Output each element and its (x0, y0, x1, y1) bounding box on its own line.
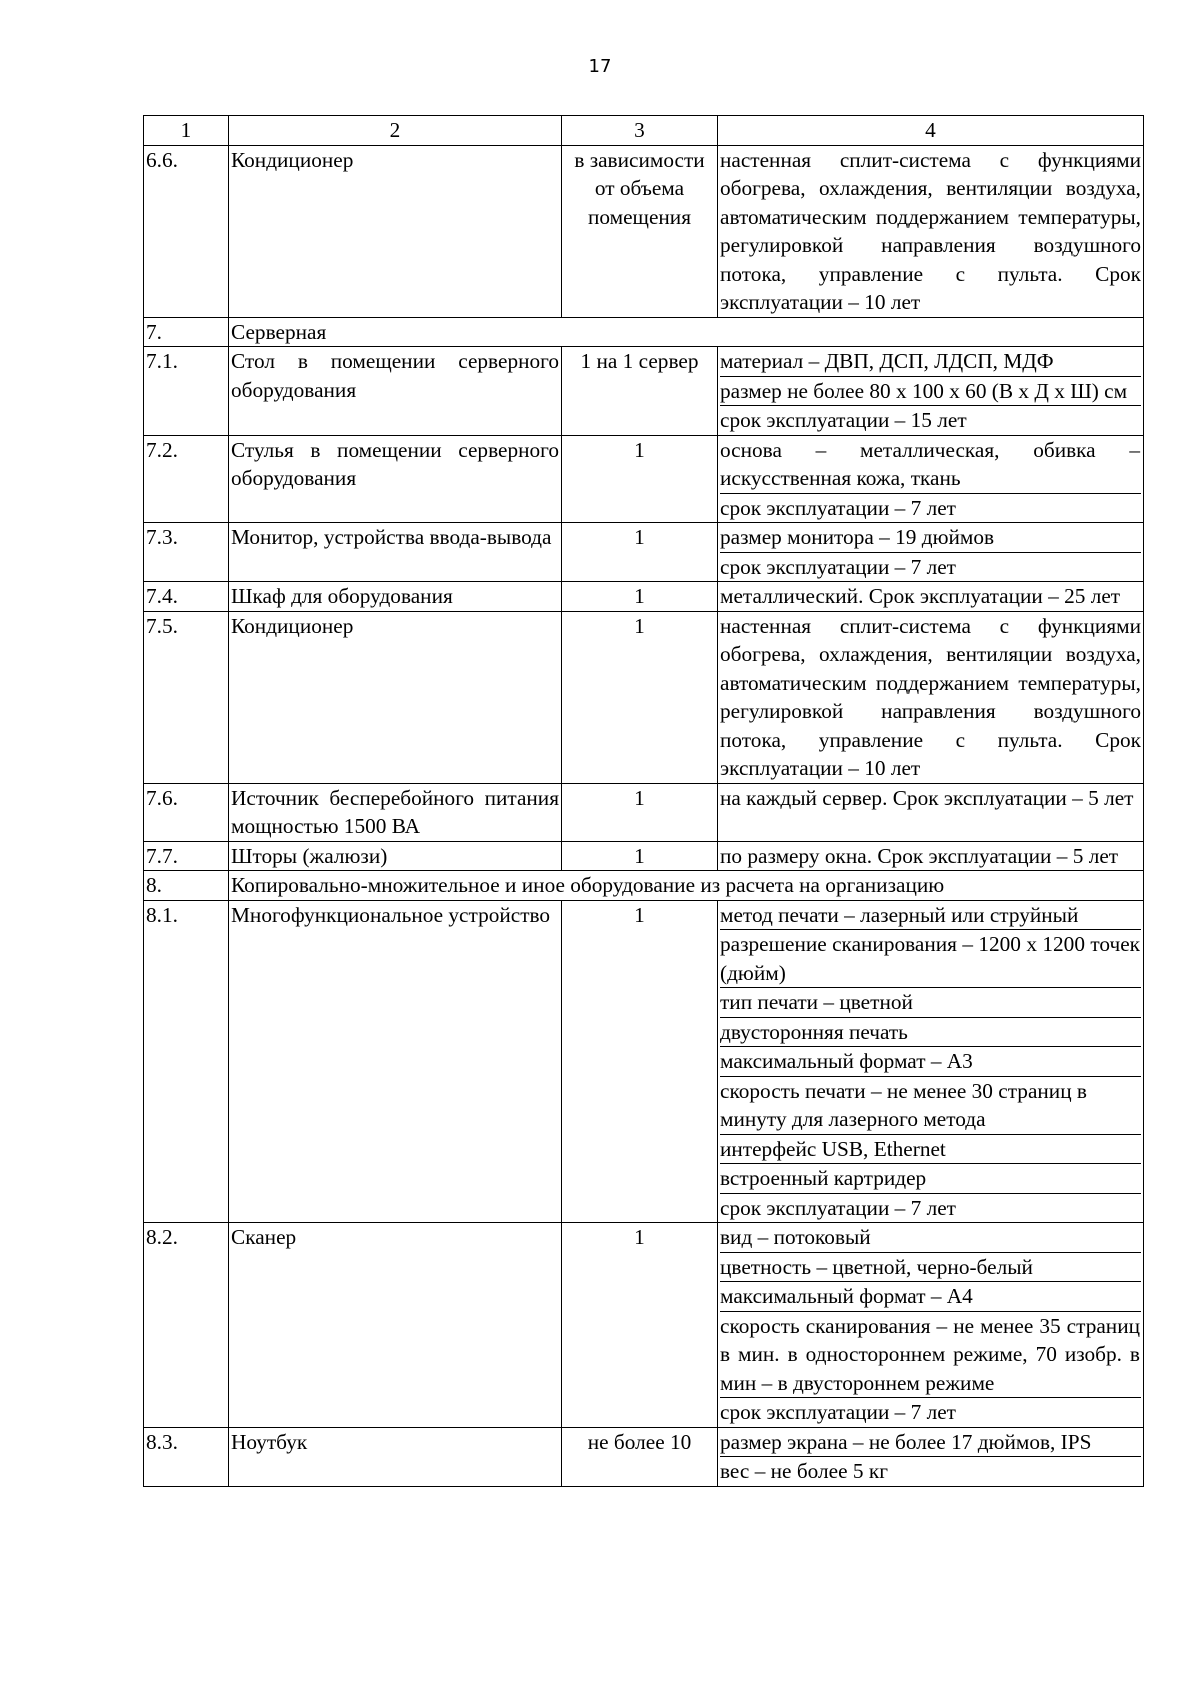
item-name: Многофункциональное устройство (229, 900, 562, 1223)
table-row (144, 435, 1144, 523)
item-quantity: 1 (562, 841, 718, 871)
item-spec: металлический. Срок эксплуатации – 25 лет (718, 582, 1144, 612)
item-name: Шкаф для оборудования (229, 582, 562, 612)
item-number: 8.2. (144, 1223, 229, 1428)
item-name: Монитор, устройства ввода-вывода (229, 523, 562, 582)
section-number: 8. (144, 871, 229, 901)
item-number: 7.6. (144, 783, 229, 841)
item-quantity: 1 (562, 523, 718, 582)
item-number: 8.3. (144, 1427, 229, 1486)
item-number: 7.7. (144, 841, 229, 871)
section-title: Серверная (229, 317, 1144, 347)
section-number: 7. (144, 317, 229, 347)
section-title: Копировально-множительное и иное оборудование из расчета на организацию (229, 871, 1144, 901)
item-name: Источник бесперебойного питания мощностью 1500 ВА (229, 783, 562, 841)
item-quantity: не более 10 (562, 1427, 718, 1486)
item-spec: по размеру окна. Срок эксплуатации – 5 лет (718, 841, 1144, 871)
spec-line: цветность – цветной, черно-белый (720, 1252, 1141, 1282)
table-row (144, 783, 1144, 841)
spec-line: срок эксплуатации – 15 лет (720, 405, 1141, 435)
item-quantity: 1 (562, 900, 718, 1223)
item-name: Стулья в помещении серверного оборудования (229, 435, 562, 523)
table-row (144, 582, 1144, 612)
item-spec-list (718, 435, 1144, 523)
spec-line: скорость сканирования – не менее 35 страниц в мин. в одностороннем режиме, 70 изобр. в мин – в двустороннем режиме (720, 1311, 1141, 1398)
spec-line: скорость печати – не менее 30 страниц в минуту для лазерного метода (720, 1076, 1141, 1134)
spec-line: максимальный формат – А3 (720, 1046, 1141, 1076)
equipment-table (143, 115, 1144, 1487)
page-number: 17 (588, 56, 612, 77)
section-row (144, 871, 1144, 901)
item-spec-list (718, 347, 1144, 436)
spec-line: срок эксплуатации – 7 лет (720, 493, 1141, 523)
item-name: Кондиционер (229, 611, 562, 783)
spec-line: максимальный формат – А4 (720, 1281, 1141, 1311)
item-spec-list (718, 523, 1144, 582)
item-spec-list (718, 1223, 1144, 1428)
column-header: 1 (144, 116, 229, 146)
table-header-row (144, 116, 1144, 146)
item-quantity: 1 (562, 1223, 718, 1428)
spec-line: материал – ДВП, ДСП, ЛДСП, МДФ (720, 349, 1054, 373)
item-name: Кондиционер (229, 145, 562, 317)
spec-line: двусторонняя печать (720, 1017, 1141, 1047)
table-row (144, 841, 1144, 871)
item-number: 7.3. (144, 523, 229, 582)
spec-line: размер монитора – 19 дюймов (720, 525, 995, 549)
spec-line: срок эксплуатации – 7 лет (720, 1193, 1141, 1223)
item-spec: настенная сплит-система с функциями обогрева, охлаждения, вентиляции воздуха, автоматическим поддержанием температуры, регулировкой направления воздушного потока, управление с пульта. Срок эксплуатации – 10 лет (718, 145, 1144, 317)
item-spec: на каждый сервер. Срок эксплуатации – 5 лет (718, 783, 1144, 841)
table-row (144, 523, 1144, 582)
item-number: 7.4. (144, 582, 229, 612)
spec-line: разрешение сканирования – 1200 х 1200 точек (дюйм) (720, 929, 1141, 987)
spec-line: основа – металлическая, обивка – искусственная кожа, ткань (720, 437, 1140, 490)
item-quantity: 1 на 1 сервер (562, 347, 718, 436)
item-number: 7.5. (144, 611, 229, 783)
spec-line: встроенный картридер (720, 1163, 1141, 1193)
table-row (144, 1427, 1144, 1486)
column-header: 4 (718, 116, 1144, 146)
item-quantity: 1 (562, 435, 718, 523)
item-quantity: 1 (562, 582, 718, 612)
table-row (144, 1223, 1144, 1428)
item-quantity: в зависимости от объема помещения (562, 145, 718, 317)
column-header: 2 (229, 116, 562, 146)
item-spec-list (718, 1427, 1144, 1486)
spec-line: срок эксплуатации – 7 лет (720, 1397, 1141, 1427)
item-name: Сканер (229, 1223, 562, 1428)
table-row (144, 145, 1144, 317)
item-number: 7.1. (144, 347, 229, 436)
spec-line: метод печати – лазерный или струйный (720, 902, 1079, 927)
spec-line: интерфейс USB, Ethernet (720, 1134, 1141, 1164)
item-spec-list (718, 900, 1144, 1223)
item-quantity: 1 (562, 611, 718, 783)
item-name: Стол в помещении серверного оборудования (229, 347, 562, 436)
item-spec: настенная сплит-система с функциями обогрева, охлаждения, вентиляции воздуха, автоматическим поддержанием температуры, регулировкой направления воздушного потока, управление с пульта. Срок эксплуатации – 10 лет (718, 611, 1144, 783)
column-header: 3 (562, 116, 718, 146)
spec-line: срок эксплуатации – 7 лет (720, 552, 1141, 582)
item-number: 7.2. (144, 435, 229, 523)
table-row (144, 611, 1144, 783)
table-row (144, 347, 1144, 436)
spec-line: тип печати – цветной (720, 987, 1141, 1017)
spec-line: размер экрана – не более 17 дюймов, IPS (720, 1429, 1092, 1454)
spec-line: вес – не более 5 кг (720, 1456, 1141, 1486)
item-name: Шторы (жалюзи) (229, 841, 562, 871)
item-quantity: 1 (562, 783, 718, 841)
spec-line: размер не более 80 х 100 х 60 (В х Д х Ш) см (720, 376, 1141, 406)
section-row (144, 317, 1144, 347)
item-number: 6.6. (144, 145, 229, 317)
spec-line: вид – потоковый (720, 1225, 871, 1249)
item-name: Ноутбук (229, 1427, 562, 1486)
table-row (144, 900, 1144, 1223)
item-number: 8.1. (144, 900, 229, 1223)
